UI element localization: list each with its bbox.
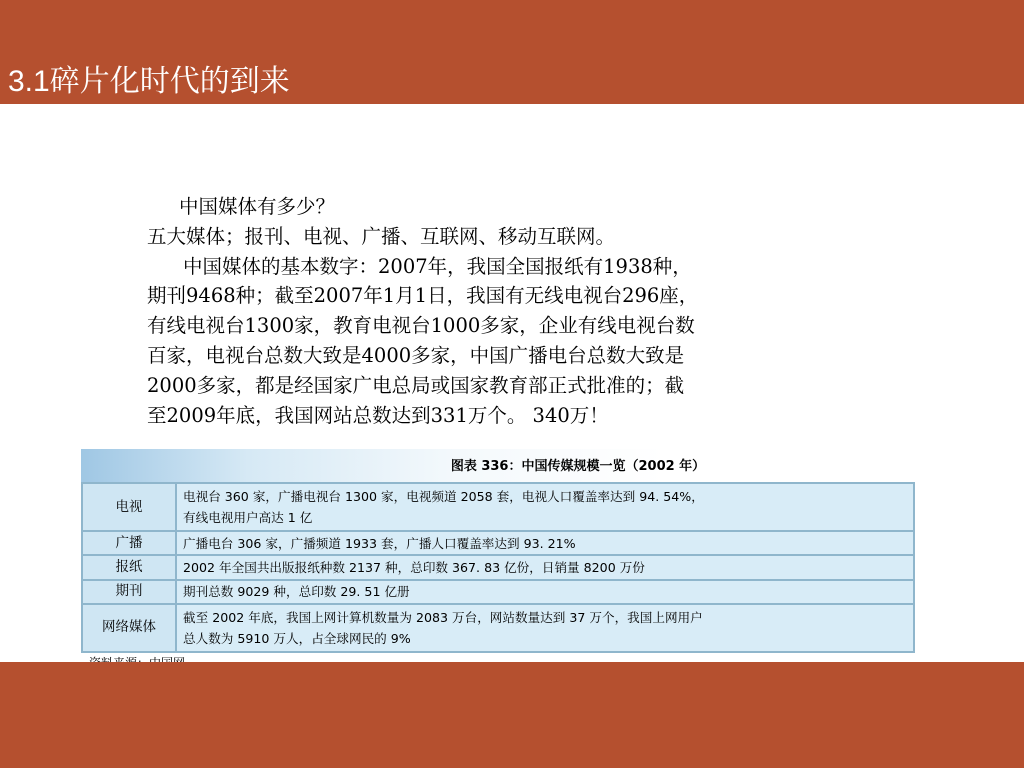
description-line: 电视台 360 家，广播电视台 1300 家，电视频道 2058 套，电视人口覆盖率达到 94. 54%，: [183, 489, 704, 505]
body-line: 百家，电视台总数大致是4000多家，中国广播电台总数大致是: [147, 343, 685, 367]
body-line: 中国媒体有多少？: [179, 195, 336, 218]
table-caption: 图表 336：中国传媒规模一览（2002 年）: [450, 459, 706, 474]
table-row: [82, 531, 914, 555]
row-category: 广播: [82, 531, 176, 555]
row-description: [176, 604, 914, 652]
description-line: 截至 2002 年底，我国上网计算机数量为 2083 万台，网站数量达到 37 万个，我国上网用户: [183, 609, 703, 625]
body-line: 期刊9468种；截至2007年1月1日，我国有无线电视台296座，: [147, 284, 699, 308]
slide-title: 3.1碎片化时代的到来: [8, 65, 290, 98]
row-category: 报纸: [82, 555, 176, 579]
media-scale-table: [81, 482, 915, 653]
description-line: 总人数为 5910 万人，占全球网民的 9%: [183, 630, 411, 646]
body-line: 中国媒体的基本数字：2007年，我国全国报纸有1938种，: [183, 254, 692, 278]
body-line: 有线电视台1300家，教育电视台1000多家，企业有线电视台数: [147, 314, 695, 338]
table-row: [82, 555, 914, 579]
row-description: 期刊总数 9029 种，总印数 29. 51 亿册: [176, 580, 914, 604]
description-line: 有线电视用户高达 1 亿: [183, 510, 313, 526]
media-scale-table-image: [81, 449, 915, 674]
body-line: 2000多家，都是经国家广电总局或国家教育部正式批准的；截: [147, 373, 685, 397]
table-row: [82, 483, 914, 531]
row-description: 2002 年全国共出版报纸种数 2137 种，总印数 367. 83 亿份，日销量 8200 万份: [176, 555, 914, 579]
row-category: 网络媒体: [82, 604, 176, 652]
table-row: [82, 580, 914, 604]
row-description: [176, 483, 914, 531]
body-line: 至2009年底，我国网站总数达到331万个。 340万！: [147, 403, 609, 427]
footer-band: [0, 662, 1024, 768]
row-description: 广播电台 306 家，广播频道 1933 套，广播人口覆盖率达到 93. 21%: [176, 531, 914, 555]
title-banner: [0, 0, 1024, 104]
row-category: 电视: [82, 483, 176, 531]
table-row: [82, 604, 914, 652]
body-line: 五大媒体；报刊、电视、广播、互联网、移动互联网。: [147, 224, 616, 248]
body-text-block: [147, 192, 862, 430]
row-category: 期刊: [82, 580, 176, 604]
